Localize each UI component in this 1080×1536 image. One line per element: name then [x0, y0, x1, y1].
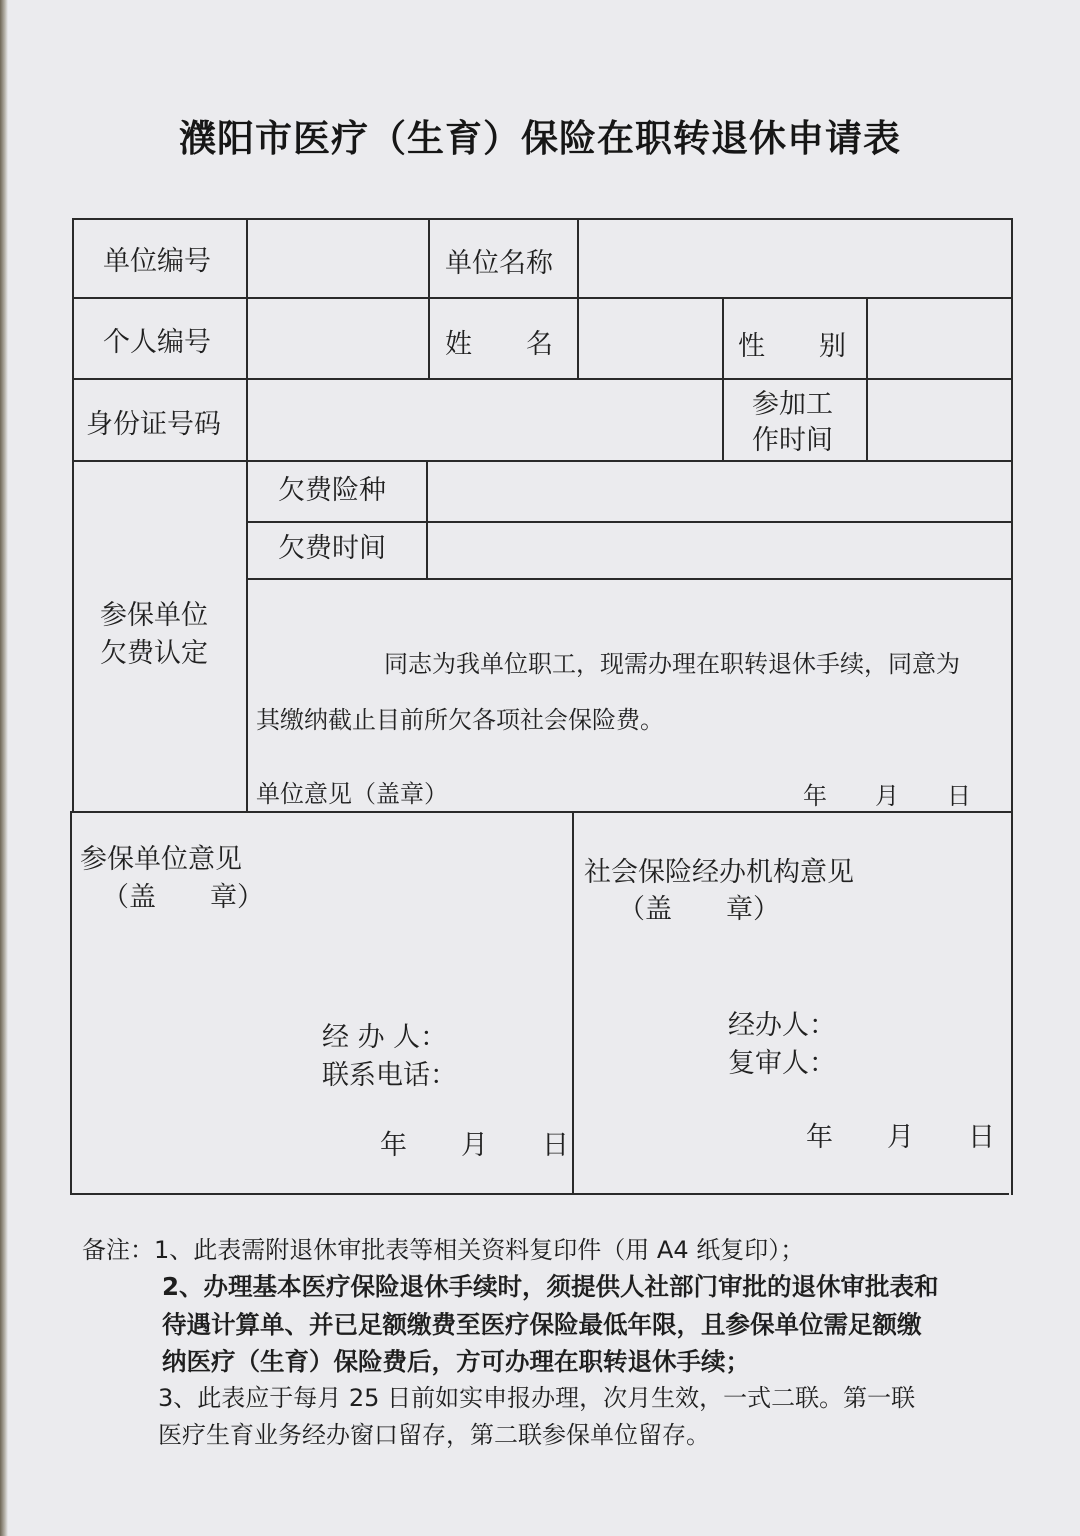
agency-handler-label: 经办人： [728, 1010, 836, 1041]
agency-seal: （盖 章） [618, 894, 780, 925]
note-1-text: 1、此表需附退休审批表等相关资料复印件（用 A4 纸复印）； [154, 1236, 805, 1264]
arrears-period-field[interactable] [430, 525, 1009, 576]
contact-phone-label: 联系电话： [322, 1060, 457, 1091]
note-1 [82, 1232, 1022, 1268]
statement-line1: 同志为我单位职工，现需办理在职转退休手续，同意为 [384, 650, 960, 678]
personal-code-label: 个人编号 [103, 327, 211, 358]
insured-unit-seal: （盖 章） [102, 882, 264, 913]
unit-name-label: 单位名称 [445, 248, 553, 279]
agency-date: 年 月 日 [806, 1122, 995, 1153]
work-start-label-line2: 作时间 [752, 425, 833, 456]
note-3-line1: 3、此表应于每月 25 日前如实申报办理，次月生效，一式二联。第一联 [158, 1384, 916, 1413]
gender-field[interactable] [870, 301, 1009, 376]
handler-label: 经 办 人： [322, 1022, 448, 1053]
form-title: 濮阳市医疗（生育）保险在职转退休申请表 [179, 117, 901, 160]
note-2-line3: 纳医疗（生育）保险费后，方可办理在职转退休手续； [162, 1346, 750, 1376]
arrears-period-label: 欠费时间 [278, 533, 386, 564]
id-number-field[interactable] [250, 382, 720, 458]
work-start-label-line1: 参加工 [752, 389, 833, 420]
id-number-label: 身份证号码 [86, 409, 221, 440]
note-2-line1: 2、办理基本医疗保险退休手续时，须提供人社部门审批的退休审批表和 [162, 1272, 939, 1302]
personal-code-field[interactable] [250, 301, 426, 376]
unit-code-field[interactable] [250, 222, 426, 295]
name-label: 姓 名 [445, 329, 553, 360]
notes-section [82, 1232, 1022, 1453]
gender-label: 性 别 [738, 331, 846, 362]
arrears-section-label-line2: 欠费认定 [100, 638, 208, 669]
note-2-line2: 待遇计算单、并已足额缴费至医疗保险最低年限，且参保单位需足额缴 [162, 1309, 922, 1339]
unit-opinion-seal: 单位意见（盖章） [256, 780, 448, 808]
insured-unit-opinion-label: 参保单位意见 [80, 844, 242, 875]
notes-prefix: 备注： [82, 1236, 154, 1264]
agency-opinion-label: 社会保险经办机构意见 [584, 857, 854, 888]
arrears-type-field[interactable] [430, 464, 1009, 519]
unit-opinion-date: 年 月 日 [803, 782, 971, 810]
unit-code-label: 单位编号 [103, 246, 211, 277]
name-field[interactable] [581, 301, 720, 376]
unit-name-field[interactable] [581, 222, 1009, 295]
note-3-line2: 医疗生育业务经办窗口留存，第二联参保单位留存。 [158, 1420, 710, 1449]
statement-line2: 其缴纳截止目前所欠各项社会保险费。 [256, 706, 664, 734]
arrears-type-label: 欠费险种 [278, 475, 386, 506]
arrears-section-label-line1: 参保单位 [100, 600, 208, 631]
work-start-field[interactable] [870, 382, 1009, 458]
reviewer-label: 复审人： [728, 1048, 836, 1079]
insured-unit-date: 年 月 日 [380, 1130, 569, 1161]
